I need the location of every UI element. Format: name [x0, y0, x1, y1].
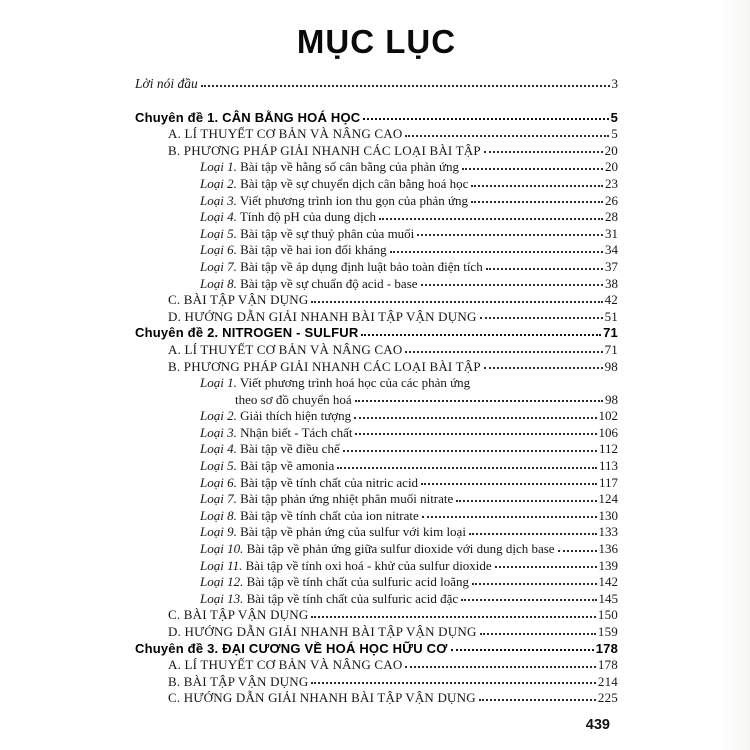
- toc-entry-label: A. LÍ THUYẾT CƠ BẢN VÀ NÂNG CAO: [168, 341, 403, 357]
- toc-entry-label: C. BÀI TẬP VẬN DỤNG: [168, 292, 309, 308]
- toc-entry-label: D. HƯỚNG DẪN GIẢI NHANH BÀI TẬP VẬN DỤNG: [168, 308, 477, 324]
- dot-leader: [311, 671, 595, 685]
- dot-leader: [484, 140, 603, 154]
- dot-leader: [355, 422, 596, 436]
- page-number: 26: [605, 192, 618, 208]
- toc-entry-label: Loại 7. Bài tập phản ứng nhiệt phân muối nitrate: [200, 491, 454, 507]
- toc-entry-label: B. PHƯƠNG PHÁP GIẢI NHANH CÁC LOẠI BÀI TẬP: [168, 358, 481, 374]
- dot-leader: [201, 73, 610, 87]
- toc-entry-type-prefix: Loại 2.: [200, 175, 237, 191]
- dot-leader: [471, 173, 603, 187]
- toc-entry-label: Loại 8. Bài tập về tính chất của ion nitrate: [200, 507, 419, 523]
- toc-entry-label: Loại 4. Tính độ pH của dung dịch: [200, 209, 376, 225]
- dot-leader: [456, 488, 596, 502]
- page-title: MỤC LỤC: [296, 23, 457, 60]
- toc-entry-label: Loại 6. Bài tập về hai ion đối kháng: [200, 242, 387, 258]
- toc-list: [135, 110, 618, 707]
- toc-entry: [135, 690, 618, 707]
- toc-entry-type-prefix: Loại 3.: [200, 192, 237, 208]
- toc-entry-type-prefix: Loại 1.: [200, 159, 237, 175]
- page-number: 31: [605, 225, 618, 241]
- toc-entry-label: Chuyên đề 1. CÂN BẰNG HOÁ HỌC: [135, 109, 361, 125]
- page-number: 38: [605, 275, 618, 291]
- page-number: 225: [597, 690, 618, 706]
- toc-entry-label: Lời nói đầu: [135, 76, 198, 91]
- toc-entry-label: Loại 10. Bài tập về phản ứng giữa sulfur dioxide với dung dịch base: [200, 541, 555, 557]
- toc-entry-type-prefix: Loại 4.: [200, 209, 237, 225]
- page-number: 214: [597, 673, 618, 689]
- page-number: 3: [611, 76, 618, 91]
- dot-leader: [363, 107, 608, 121]
- toc-entry: [135, 524, 618, 541]
- dot-leader: [311, 289, 602, 303]
- toc-entry-type-prefix: Loại 5.: [200, 225, 237, 241]
- page-number: 98: [604, 358, 618, 374]
- dot-leader: [354, 405, 596, 419]
- toc-entry-label: B. BÀI TẬP VẬN DỤNG: [168, 673, 309, 689]
- page-number: 28: [605, 209, 618, 225]
- page-number: 102: [598, 408, 618, 424]
- toc-preface-entry: [135, 76, 618, 93]
- toc-entry-label: Loại 4. Bài tập về điều chế: [200, 441, 340, 457]
- dot-leader: [421, 472, 597, 486]
- dot-leader: [558, 538, 597, 552]
- toc-entry-type-prefix: Loại 11.: [200, 557, 243, 573]
- dot-leader: [480, 621, 596, 635]
- toc-entry-label: Loại 9. Bài tập về phản ứng của sulfur với kim loại: [200, 524, 466, 540]
- toc-entry-label: Loại 3. Viết phương trình ion thu gọn của phản ứng: [200, 192, 469, 208]
- dot-leader: [355, 389, 603, 403]
- dot-leader: [405, 654, 595, 668]
- toc-entry-type-prefix: Loại 8.: [200, 507, 237, 523]
- toc-entry-label: A. LÍ THUYẾT CƠ BẢN VÀ NÂNG CAO: [168, 657, 403, 673]
- toc-entry-type-prefix: Loại 2.: [200, 408, 237, 424]
- page-number: 117: [598, 474, 618, 490]
- toc-entry-label: Loại 12. Bài tập về tính chất của sulfuric acid loãng: [200, 574, 469, 590]
- dot-leader: [461, 588, 596, 602]
- page-number: 133: [598, 524, 618, 540]
- dot-leader: [379, 206, 603, 220]
- dot-leader: [405, 123, 609, 137]
- page-number: 20: [605, 159, 618, 175]
- dot-leader: [480, 306, 603, 320]
- toc-entry-label: B. PHƯƠNG PHÁP GIẢI NHANH CÁC LOẠI BÀI TẬP: [168, 142, 481, 158]
- toc-entry-type-prefix: Loại 6.: [200, 242, 237, 258]
- page-number: 178: [595, 640, 618, 656]
- page-number: 5: [610, 109, 618, 125]
- dot-leader: [451, 638, 594, 652]
- toc-entry-label: Loại 8. Bài tập về sự chuẩn độ acid - base: [200, 275, 418, 291]
- dot-leader: [471, 190, 603, 204]
- toc-entry-label: Loại 7. Bài tập về áp dụng định luật bảo toàn điện tích: [200, 258, 483, 274]
- dot-leader: [422, 505, 597, 519]
- page-number: 145: [598, 590, 618, 606]
- page-number: 139: [598, 557, 618, 573]
- toc-entry-label: Loại 5. Bài tập về amonia: [200, 458, 335, 474]
- toc-entry-type-prefix: Loại 8.: [200, 275, 237, 291]
- toc-entry: [135, 359, 618, 376]
- page-number: 159: [597, 624, 618, 639]
- dot-leader: [472, 571, 597, 585]
- page-number: 178: [597, 657, 618, 673]
- dot-leader: [495, 555, 597, 569]
- dot-leader: [361, 322, 601, 336]
- toc-entry-label: D. HƯỚNG DẪN GIẢI NHANH BÀI TẬP VẬN DỤNG: [168, 624, 477, 639]
- toc-entry-label: Loại 5. Bài tập về sự thuỷ phân của muối: [200, 225, 415, 241]
- page-number: 150: [597, 607, 618, 623]
- page-number: 34: [605, 242, 618, 258]
- dot-leader: [479, 687, 596, 701]
- page-number: 37: [605, 258, 618, 274]
- toc-entry-type-prefix: Loại 9.: [200, 524, 237, 540]
- dot-leader: [405, 339, 602, 353]
- toc-entry-label: Chuyên đề 2. NITROGEN - SULFUR: [135, 325, 359, 341]
- dot-leader: [462, 156, 603, 170]
- dot-leader: [311, 604, 595, 618]
- toc-entry-label: Loại 3. Nhận biết - Tách chất: [200, 424, 353, 440]
- toc-entry-label: Loại 11. Bài tập về tính oxi hoá - khử của sulfur dioxide: [200, 557, 492, 573]
- toc-entry-type-prefix: Loại 12.: [200, 574, 244, 590]
- toc-entry-type-prefix: Loại 6.: [200, 474, 237, 490]
- page-number: 51: [604, 308, 618, 324]
- toc-entry-type-prefix: Loại 7.: [200, 491, 237, 507]
- dot-leader: [469, 521, 597, 535]
- page-number: 71: [603, 325, 618, 341]
- toc-entry-label: C. HƯỚNG DẪN GIẢI NHANH BÀI TẬP VẬN DỤNG: [168, 690, 476, 706]
- page-number: 130: [598, 507, 618, 523]
- toc-entry-label: Chuyên đề 3. ĐẠI CƯƠNG VỀ HOÁ HỌC HỮU CƠ: [135, 640, 448, 656]
- page-number: 23: [605, 175, 618, 191]
- toc-entry-type-prefix: Loại 13.: [200, 590, 244, 606]
- dot-leader: [343, 438, 597, 452]
- folio-page-number: 439: [585, 716, 610, 733]
- page-number: 42: [604, 292, 618, 308]
- toc-entry-type-prefix: Loại 3.: [200, 424, 237, 440]
- toc-entry-type-prefix: Loại 1.: [200, 375, 237, 391]
- dot-leader: [390, 239, 603, 253]
- toc-entry-type-prefix: Loại 10.: [200, 541, 244, 557]
- dot-leader: [417, 223, 603, 237]
- page-number: 5: [611, 126, 618, 142]
- page-number: 113: [598, 458, 618, 474]
- toc-entry-label: Loại 13. Bài tập về tính chất của sulfuric acid đặc: [200, 590, 459, 606]
- dot-leader: [421, 273, 603, 287]
- page-number: 124: [598, 491, 618, 507]
- page-number: 71: [604, 341, 618, 357]
- page-number: 98: [605, 391, 618, 407]
- page-number: 136: [598, 541, 618, 557]
- toc-entry-label: theo sơ đồ chuyển hoá: [235, 391, 352, 407]
- toc-entry-type-prefix: Loại 4.: [200, 441, 237, 457]
- page-number: 106: [598, 424, 618, 440]
- toc-entry-label: Loại 6. Bài tập về tính chất của nitric acid: [200, 474, 419, 490]
- page-number: 112: [598, 441, 618, 457]
- toc-entry-type-prefix: Loại 7.: [200, 258, 237, 274]
- toc-entry-label: Loại 1. Viết phương trình hoá học của các phản ứng: [200, 375, 471, 391]
- dot-leader: [337, 455, 597, 469]
- page-number: 142: [598, 574, 618, 590]
- toc-entry-label: Loại 2. Bài tập về sự chuyển dịch cân bằng hoá học: [200, 175, 469, 191]
- dot-leader: [484, 356, 603, 370]
- toc-entry-type-prefix: Loại 5.: [200, 458, 237, 474]
- page-number: 20: [604, 142, 618, 158]
- toc-entry-label: Loại 1. Bài tập về hằng số cân bằng của phản ứng: [200, 159, 460, 175]
- toc-entry-label: C. BÀI TẬP VẬN DỤNG: [168, 607, 309, 623]
- dot-leader: [486, 256, 603, 270]
- toc-entry-label: Loại 2. Giải thích hiện tượng: [200, 408, 352, 424]
- toc-entry-label: A. LÍ THUYẾT CƠ BẢN VÀ NÂNG CAO: [168, 126, 403, 142]
